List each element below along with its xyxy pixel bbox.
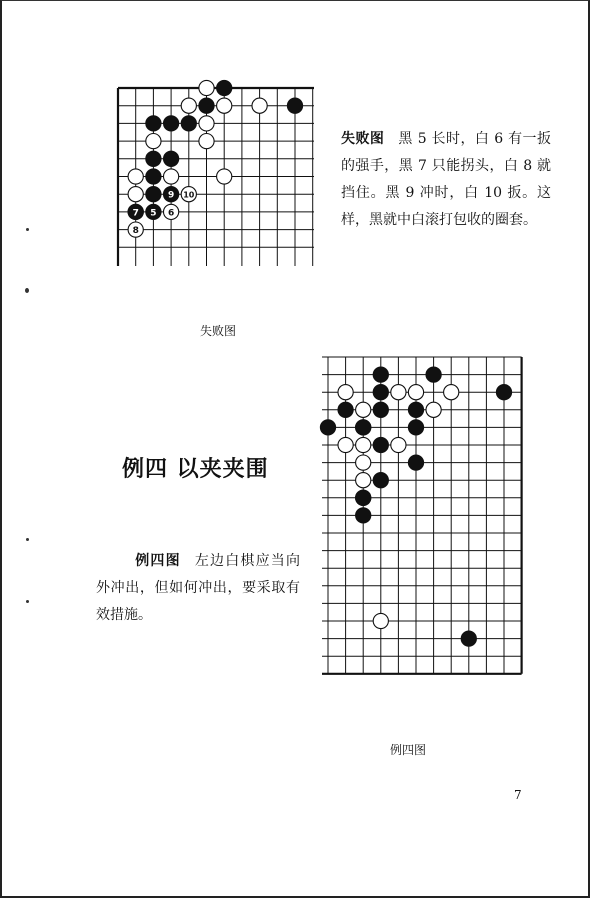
black-stone (217, 80, 232, 95)
example4-caption-body: 左边白棋应当向外冲出，但如何冲出，要采取有效措施。 (96, 553, 301, 623)
failure-diagram-caption-body: 黑 5 长时，白 6 有一扳的强手，黑 7 只能拐头，白 8 就挡住。黑 9 冲时，白 10 扳。这样，黑就中白滚打包收的圈套。 (341, 131, 551, 228)
go-board-example4-diagram (322, 353, 534, 683)
white-stone (181, 98, 196, 113)
white-stone (164, 169, 179, 184)
failure-diagram-caption (341, 126, 551, 234)
black-stone (356, 420, 371, 435)
black-stone (199, 98, 214, 113)
failure-diagram-caption-head: 失败图 (341, 131, 385, 147)
white-stone (408, 385, 423, 400)
black-stone (181, 116, 196, 131)
black-stone (320, 420, 335, 435)
white-stone (356, 402, 371, 417)
black-stone (408, 420, 423, 435)
white-stone (199, 134, 214, 149)
go-board-failure-diagram (116, 86, 316, 268)
black-stone (426, 367, 441, 382)
move-number: 6 (167, 208, 175, 219)
white-stone (356, 437, 371, 452)
black-stone (408, 402, 423, 417)
white-stone (199, 116, 214, 131)
move-number: 10 (183, 190, 195, 200)
white-stone (128, 169, 143, 184)
scan-speck (26, 600, 29, 603)
move-number: 5 (150, 208, 157, 219)
scan-speck (26, 228, 29, 231)
black-stone (356, 490, 371, 505)
white-stone (199, 80, 214, 95)
black-stone (461, 631, 476, 646)
white-stone (356, 473, 371, 488)
black-stone (164, 116, 179, 131)
move-number: 8 (132, 226, 139, 237)
black-stone (373, 367, 388, 382)
example4-caption (96, 548, 300, 629)
white-stone (391, 385, 406, 400)
white-stone (373, 613, 388, 628)
black-stone (164, 151, 179, 166)
black-stone (356, 508, 371, 523)
black-stone (408, 455, 423, 470)
black-stone (146, 116, 161, 131)
black-stone (496, 385, 511, 400)
example4-caption-head: 例四图 (134, 553, 181, 569)
black-stone (373, 473, 388, 488)
black-stone (373, 437, 388, 452)
white-stone (391, 437, 406, 452)
scan-speck (26, 538, 29, 541)
black-stone (146, 169, 161, 184)
black-stone (146, 187, 161, 202)
example4-diagram-label: 例四图 (390, 743, 427, 757)
black-stone (287, 98, 302, 113)
section-title: 例四 以夹夹围 (122, 457, 269, 482)
white-stone (356, 455, 371, 470)
white-stone (217, 98, 232, 113)
white-stone (252, 98, 267, 113)
scan-speck (25, 288, 29, 293)
move-number: 7 (132, 208, 139, 219)
black-stone (338, 402, 353, 417)
white-stone (128, 187, 143, 202)
black-stone (373, 402, 388, 417)
move-number: 9 (167, 190, 175, 201)
failure-diagram-label: 失败图 (200, 324, 237, 338)
white-stone (426, 402, 441, 417)
white-stone (444, 385, 459, 400)
white-stone (338, 385, 353, 400)
white-stone (146, 134, 161, 149)
white-stone (217, 169, 232, 184)
black-stone (146, 151, 161, 166)
page-number: 7 (514, 788, 522, 802)
white-stone (338, 437, 353, 452)
black-stone (373, 385, 388, 400)
